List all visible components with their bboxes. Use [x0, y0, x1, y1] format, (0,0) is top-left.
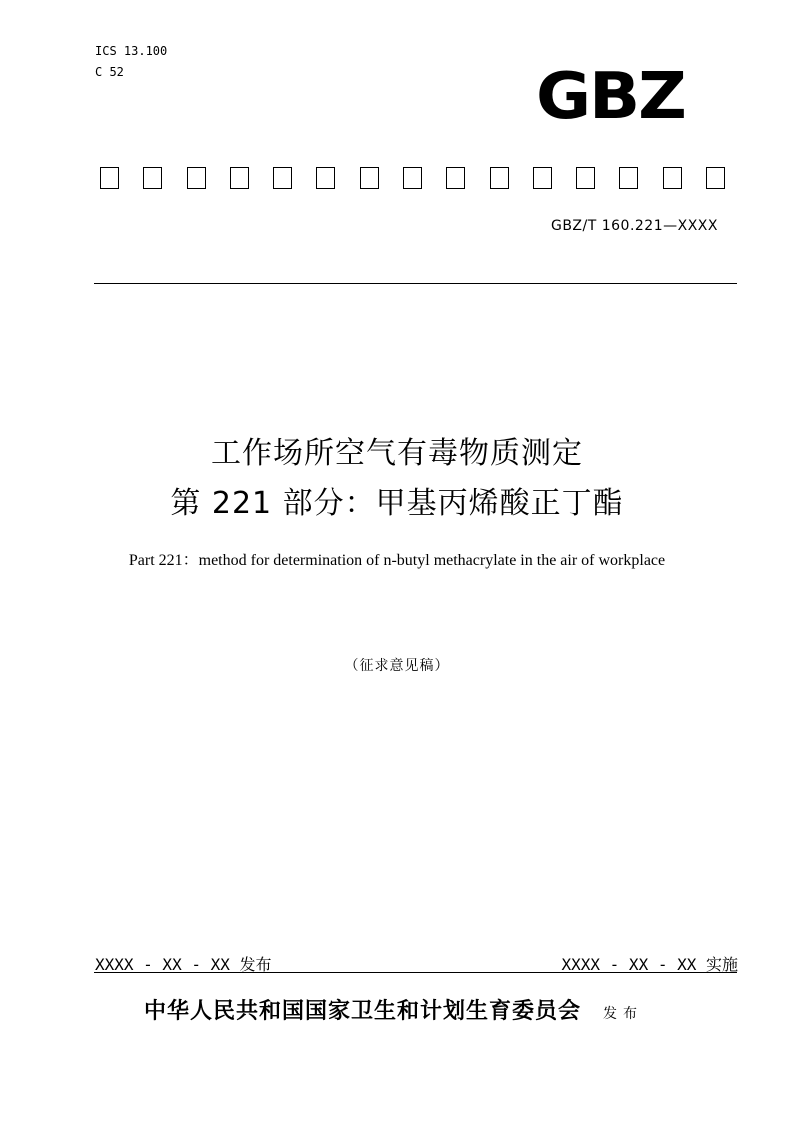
- standard-class-boxes: [100, 167, 725, 193]
- empty-box: [273, 167, 292, 189]
- empty-box: [490, 167, 509, 189]
- issuer-line: [144, 994, 704, 1025]
- empty-box: [316, 167, 335, 189]
- empty-box: [446, 167, 465, 189]
- gbz-logo: [536, 60, 696, 134]
- classification-codes: [95, 41, 167, 83]
- ics-code: ICS 13.100: [95, 44, 168, 58]
- empty-box: [230, 167, 249, 189]
- footer-divider: [94, 972, 737, 973]
- title-main: 工作场所空气有毒物质测定: [211, 436, 583, 471]
- empty-box: [403, 167, 422, 189]
- draft-status: （征求意见稿）: [344, 659, 450, 674]
- empty-box: [143, 167, 162, 189]
- empty-box: [619, 167, 638, 189]
- publish-date: XXXX - XX - XX 发布: [95, 955, 272, 974]
- title-part: 第 221 部分：甲基丙烯酸正丁酯: [170, 486, 624, 521]
- empty-box: [663, 167, 682, 189]
- issuing-authority: 中华人民共和国国家卫生和计划生育委员会: [144, 998, 582, 1023]
- empty-box: [576, 167, 595, 189]
- header-divider: [94, 283, 737, 284]
- empty-box: [187, 167, 206, 189]
- empty-box: [533, 167, 552, 189]
- empty-box: [706, 167, 725, 189]
- implement-date: XXXX - XX - XX 实施: [561, 955, 738, 974]
- gbz-logo-text: GBZ: [536, 60, 685, 134]
- title-english: Part 221：method for determination of n-butyl methacrylate in the air of workplace: [128, 552, 666, 569]
- issue-label: 发布: [603, 1006, 644, 1022]
- empty-box: [100, 167, 119, 189]
- standard-number: GBZ/T 160.221—XXXX: [550, 218, 718, 234]
- ccs-code: C 52: [95, 65, 124, 79]
- empty-box: [360, 167, 379, 189]
